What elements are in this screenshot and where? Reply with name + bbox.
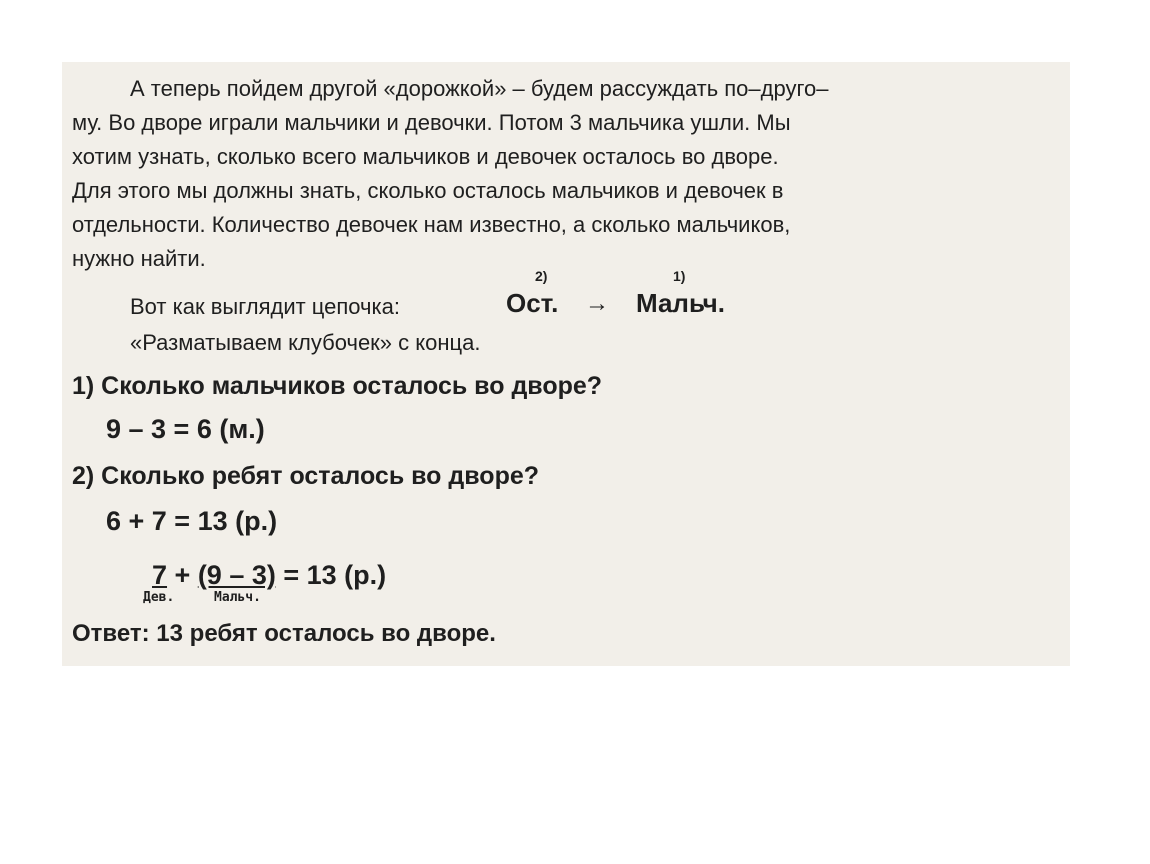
combined-operator: + [167,560,198,590]
paragraph-line-4: Для этого мы должны знать, сколько осталось мальчиков и девочек в [72,178,784,203]
chain-node1-number: 2) [535,268,548,284]
unwind-text: «Разматываем клубочек» с конца. [130,330,481,355]
paragraph-line-2: му. Во дворе играли мальчики и девочки. Потом 3 мальчика ушли. Мы [72,110,791,135]
chain-node2: Мальч. [636,288,725,318]
paragraph-line-6: нужно найти. [72,246,206,271]
combined-expression [152,560,386,591]
label-boys: Мальч. [214,590,261,605]
equation-1: 9 – 3 = 6 (м.) [106,414,265,444]
equation-2: 6 + 7 = 13 (р.) [106,506,278,536]
combined-result: = 13 (р.) [275,560,387,590]
question-1: 1) Сколько мальчиков осталось во дворе? [72,372,603,400]
question-2: 2) Сколько ребят осталось во дворе? [72,462,540,490]
combined-boys-part: (9 – 3) [197,560,276,590]
chain-arrow: → [585,290,609,317]
answer-line: Ответ: 13 ребят осталось во дворе. [72,620,496,647]
paragraph-line-1: А теперь пойдем другой «дорожкой» – будем рассуждать по–друго– [130,76,829,101]
chain-label: Вот как выглядит цепочка: [130,294,400,319]
chain-node1: Ост. [506,288,559,318]
paragraph-line-3: хотим узнать, сколько всего мальчиков и девочек осталось во дворе. [72,144,779,169]
label-girls: Дев. [143,590,175,605]
chain-node2-number: 1) [673,268,686,284]
combined-girls-part: 7 [152,560,168,590]
paragraph-line-5: отдельности. Количество девочек нам известно, а сколько мальчиков, [72,212,791,237]
